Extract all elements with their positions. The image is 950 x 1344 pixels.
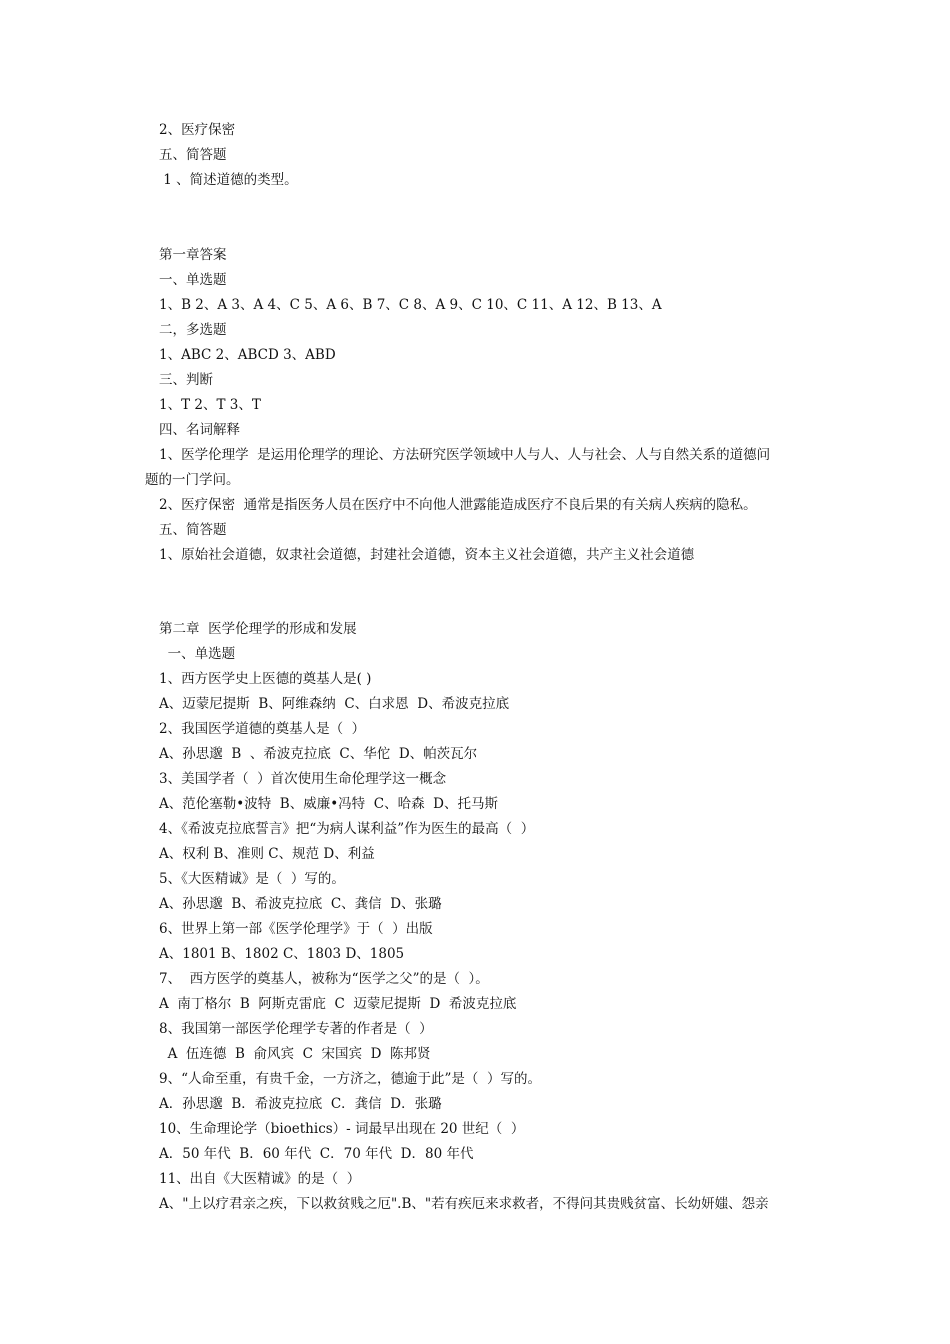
options-line: A、范伦塞勒•波特 B、威廉•冯特 C、哈森 D、托马斯 <box>159 796 498 812</box>
section-heading: 一、单选题 <box>159 272 227 288</box>
text-line: 2、医疗保密 通常是指医务人员在医疗中不向他人泄露能造成医疗不良后果的有关病人疾病的隐私。 <box>159 497 757 513</box>
question-line: 4、《希波克拉底誓言》把“为病人谋利益”作为医生的最高（ ） <box>159 821 535 837</box>
answer-line: 1、T 2、T 3、T <box>159 397 261 413</box>
text-line: 2、医疗保密 <box>159 122 236 138</box>
section-heading: 二，多选题 <box>159 322 227 338</box>
question-line: 9、“人命至重，有贵千金，一方济之，德逾于此”是（ ）写的。 <box>159 1071 541 1087</box>
options-line: A、权利 B、准则 C、规范 D、利益 <box>159 846 375 862</box>
options-line: A．孙思邈 B．希波克拉底 C．龚信 D．张璐 <box>159 1096 442 1112</box>
section-heading: 四、名词解释 <box>159 422 240 438</box>
options-line: A 伍连德 B 俞风宾 C 宋国宾 D 陈邦贤 <box>159 1046 431 1062</box>
section-heading: 五、简答题 <box>159 147 227 163</box>
question-line: 8、我国第一部医学伦理学专著的作者是（ ） <box>159 1021 433 1037</box>
section-heading: 五、简答题 <box>159 522 227 538</box>
section-heading: 一、单选题 <box>159 646 236 662</box>
options-line: A、"上以疗君亲之疾，下以救贫贱之厄".B、"若有疾厄来求救者，不得问其贵贱贫富、长幼妍媸、怨亲 <box>159 1196 769 1212</box>
question-line: 11、出自《大医精诚》的是（ ） <box>159 1171 361 1187</box>
text-line: 1 、简述道德的类型。 <box>159 172 298 188</box>
chapter-heading: 第一章答案 <box>159 247 227 263</box>
question-line: 5、《大医精诚》是（ ）写的。 <box>159 871 345 887</box>
text-line: 1、医学伦理学 是运用伦理学的理论、方法研究医学领域中人与人、人与社会、人与自然关系的道德问 <box>159 447 771 463</box>
answer-line: 1、B 2、A 3、A 4、C 5、A 6、B 7、C 8、A 9、C 10、C 11、A 12、B 13、A <box>159 297 662 313</box>
options-line: A、1801 B、1802 C、1803 D、1805 <box>159 946 405 962</box>
question-line: 1、西方医学史上医德的奠基人是( ) <box>159 671 372 687</box>
question-line: 6、世界上第一部《医学伦理学》于（ ）出版 <box>159 921 433 937</box>
options-line: A、迈蒙尼提斯 B、阿维森纳 C、白求恩 D、希波克拉底 <box>159 696 510 712</box>
question-line: 10、生命理论学（bioethics）- 词最早出现在 20 世纪（ ） <box>159 1121 525 1137</box>
options-line: A、孙思邈 B 、希波克拉底 C、华佗 D、帕茨瓦尔 <box>159 746 478 762</box>
question-line: 2、我国医学道德的奠基人是（ ） <box>159 721 366 737</box>
text-line: 1、原始社会道德，奴隶社会道德，封建社会道德，资本主义社会道德，共产主义社会道德 <box>159 547 695 563</box>
options-line: A、孙思邈 B、希波克拉底 C、龚信 D、张璐 <box>159 896 442 912</box>
question-line: 7、 西方医学的奠基人，被称为“医学之父”的是（ ）。 <box>159 971 489 987</box>
question-line: 3、美国学者（ ）首次使用生命伦理学这一概念 <box>159 771 447 787</box>
options-line: A 南丁格尔 B 阿斯克雷庇 C 迈蒙尼提斯 D 希波克拉底 <box>159 996 517 1012</box>
chapter-heading: 第二章 医学伦理学的形成和发展 <box>159 621 357 637</box>
text-line: 题的一门学问。 <box>145 472 240 488</box>
options-line: A．50 年代 B．60 年代 C．70 年代 D．80 年代 <box>159 1146 474 1162</box>
answer-line: 1、ABC 2、ABCD 3、ABD <box>159 347 336 363</box>
section-heading: 三、判断 <box>159 372 213 388</box>
